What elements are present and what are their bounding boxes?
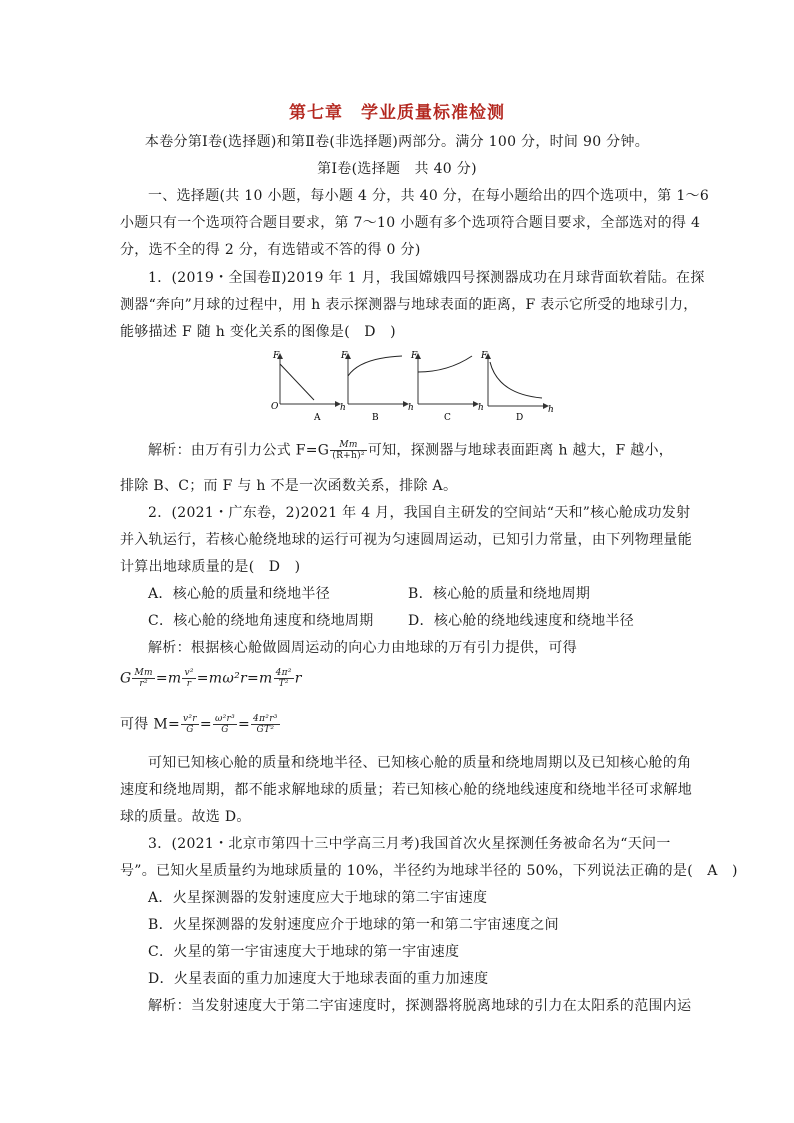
question-1-stem: 测器“奔向”月球的过程中，用 h 表示探测器与地球表面的距离，F 表示它所受的地球引力， xyxy=(120,297,698,313)
question-3-stem: 3．(2021・北京市第四十三中学高三月考)我国首次火星探测任务被命名为“天问一 xyxy=(148,836,671,852)
option-d: D．火星表面的重力加速度大于地球表面的重力加速度 xyxy=(148,971,489,987)
axis-y-label: F xyxy=(411,351,418,361)
axis-y-label: F xyxy=(341,351,348,361)
question-2-solution: 可知已知核心舱的质量和绕地半径、已知核心舱的质量和绕地周期以及已知核心舱的角 xyxy=(148,755,692,771)
option-a: A．火星探测器的发射速度应大于地球的第二宇宙速度 xyxy=(148,890,488,906)
question-3-solution: 解析：当发射速度大于第二宇宙速度时，探测器将脱离地球的引力在太阳系的范围内运 xyxy=(148,998,692,1014)
graph-a xyxy=(271,351,346,423)
graph-label-a: A xyxy=(314,413,321,423)
question-2-solution: 球的质量。故选 D。 xyxy=(120,809,251,825)
instructions-line: 一、选择题(共 10 小题，每小题 4 分，共 40 分，在每小题给出的四个选项中，第 1～6 xyxy=(148,188,710,204)
question-2-solution: 速度和绕地周期，都不能求解地球的质量；若已知核心舱的绕地线速度和绕地半径可求解地 xyxy=(120,782,692,798)
question-1-solution: 排除 B、C；而 F 与 h 不是一次函数关系，排除 A。 xyxy=(120,478,458,494)
equation-1: G $\frac{Mm}{\text{r²}}$ =m $\frac{\text{v²}}{r}$ =mω²r=m $\frac{\text{4π²}}{\text{T²}}$ r xyxy=(120,668,302,689)
question-2-stem: 计算出地球质量的是( D ) xyxy=(120,559,301,575)
question-1-graphs xyxy=(268,348,558,424)
equation-2: 可得 M= $\frac{\text{v²r}}{G}$ = $\frac{\text{ω²r³}}{G}$ = $\frac{\text{4π²r³}}{\text{GT²}}$ xyxy=(120,714,278,735)
axis-y-label: F xyxy=(481,351,488,361)
graph-d xyxy=(480,351,554,423)
option-d: D．核心舱的绕地线速度和绕地半径 xyxy=(408,613,635,629)
option-c: C．核心舱的绕地角速度和绕地周期 xyxy=(148,613,374,629)
option-b: B．核心舱的质量和绕地周期 xyxy=(408,586,591,602)
question-2-stem: 2．(2021・广东卷，2)2021 年 4 月，我国自主研发的空间站“天和”核心舱成功发射 xyxy=(148,505,691,521)
question-1-stem: 能够描述 F 随 h 变化关系的图像是( D ) xyxy=(120,324,396,340)
axis-x-label: h xyxy=(408,403,414,413)
question-3-stem: 号”。已知火星质量约为地球质量的 10%，半径约为地球半径的 50%，下列说法正确的是( A ) xyxy=(120,863,738,879)
question-2-solution: 解析：根据核心舱做圆周运动的向心力由地球的万有引力提供，可得 xyxy=(148,640,577,656)
graph-b xyxy=(340,351,414,423)
question-1-stem: 1．(2019・全国卷Ⅱ)2019 年 1 月，我国嫦娥四号探测器成功在月球背面软着陆。在探 xyxy=(148,270,705,286)
option-c: C．火星的第一宇宙速度大于地球的第一宇宙速度 xyxy=(148,944,460,960)
chapter-title: 第七章 学业质量标准检测 xyxy=(289,103,505,123)
intro-line: 本卷分第Ⅰ卷(选择题)和第Ⅱ卷(非选择题)两部分。满分 100 分，时间 90 分钟。 xyxy=(144,134,650,150)
question-1-solution: 解析：由万有引力公式 F=G $\frac{Mm}{\text{(R+h)²}}$ 可知，探测器与地球表面距离 h 越大，F 越小， xyxy=(148,440,674,461)
option-a: A．核心舱的质量和绕地半径 xyxy=(148,586,331,602)
graph-c xyxy=(410,351,484,423)
axis-y-label: F xyxy=(273,351,280,361)
option-b: B．火星探测器的发射速度应介于地球的第一和第二宇宙速度之间 xyxy=(148,917,559,933)
instructions-line: 小题只有一个选项符合题目要求，第 7～10 小题有多个选项符合题目要求，全部选对的得 4 xyxy=(120,215,701,231)
graph-label-b: B xyxy=(372,413,379,423)
axis-x-label: h xyxy=(340,403,346,413)
gravity-formula-fraction: $\frac{Mm}{\text{(R+h)²}}$ xyxy=(332,440,365,461)
origin-label: O xyxy=(271,402,279,412)
instructions-line: 分，选不全的得 2 分，有选错或不答的得 0 分) xyxy=(120,242,421,258)
graph-label-c: C xyxy=(444,413,451,423)
graph-label-d: D xyxy=(516,413,524,423)
axis-x-label: h xyxy=(478,403,484,413)
question-2-stem: 并入轨运行，若核心舱绕地球的运行可视为匀速圆周运动，已知引力常量，由下列物理量能 xyxy=(120,532,692,548)
section-title: 第Ⅰ卷(选择题 共 40 分) xyxy=(317,161,477,177)
axis-x-label: h xyxy=(548,405,554,415)
